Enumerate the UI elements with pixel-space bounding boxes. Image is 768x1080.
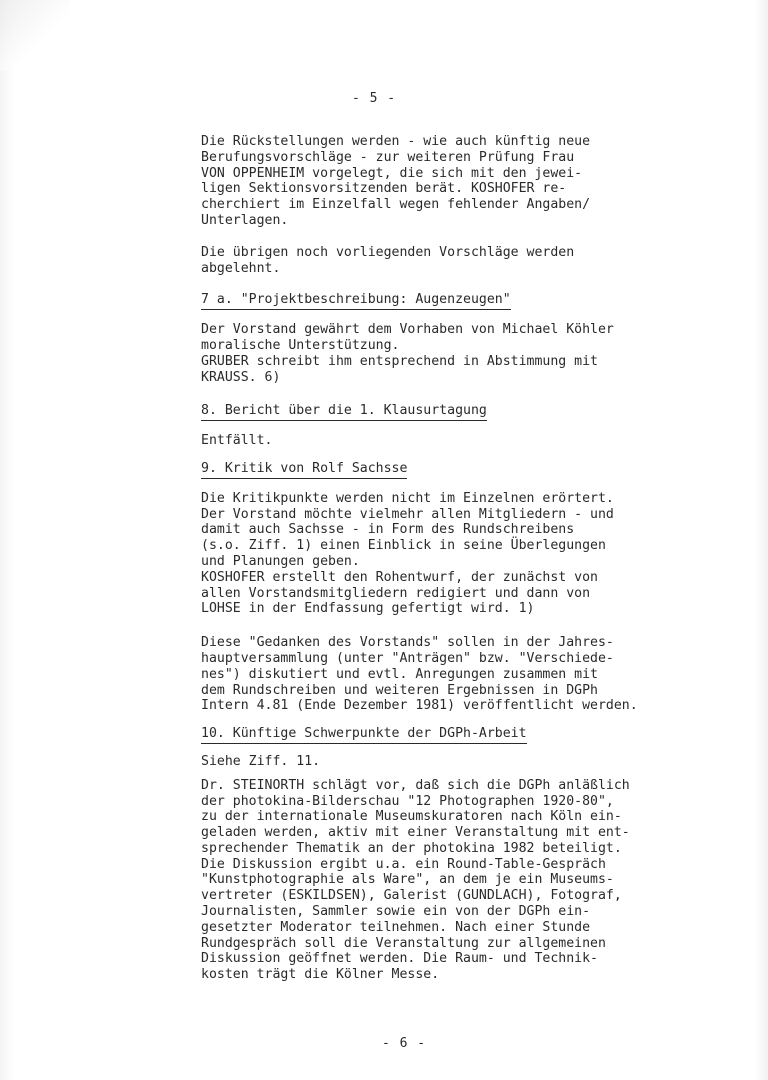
text-line: allen Vorstandsmitgliedern redigiert und dann von (201, 585, 591, 601)
paragraph (201, 635, 721, 714)
text-line: Unterlagen. (201, 212, 289, 228)
paragraph (201, 491, 721, 617)
text-line: Die Diskussion ergibt u.a. ein Round-Table-Gespräch (201, 856, 606, 872)
page-corner-shadow (0, 0, 70, 70)
text-line: Rundgespräch soll die Veranstaltung zur allgemeinen (201, 935, 606, 951)
text-line: geladen werden, aktiv mit einer Veranstaltung mit ent- (201, 825, 630, 841)
text-line: Die übrigen noch vorliegenden Vorschläge werden (201, 244, 575, 260)
text-line: Diskussion geöffnet werden. Die Raum- und Technik- (201, 951, 598, 967)
text-line: VON OPPENHEIM vorgelegt, die sich mit den jewei- (201, 165, 583, 181)
text-line: Die Kritikpunkte werden nicht im Einzelnen erörtert. (201, 490, 614, 506)
paragraph (201, 433, 721, 449)
section-heading (201, 726, 721, 744)
section-heading (201, 461, 721, 479)
text-line: Intern 4.81 (Ende Dezember 1981) veröffentlicht werden. (201, 698, 638, 714)
text-line: gesetzter Moderator teilnehmen. Nach einer Stunde (201, 919, 591, 935)
footer-page-number: - 6 - (382, 1036, 427, 1051)
paragraph (201, 778, 721, 983)
text-line: Dr. STEINORTH schlägt vor, daß sich die DGPh anläßlich (201, 777, 630, 793)
text-line: sprechender Thematik an der photokina 1982 beteiligt. (201, 840, 622, 856)
text-line: Journalisten, Sammler sowie ein von der DGPh ein- (201, 904, 591, 920)
document-body (201, 134, 721, 983)
text-line: GRUBER schreibt ihm entsprechend in Abstimmung mit (201, 353, 598, 369)
section-heading (201, 292, 721, 310)
section-heading-text: 7 a. "Projektbeschreibung: Augenzeugen" (201, 292, 511, 310)
text-line: kosten trägt die Kölner Messe. (201, 967, 440, 983)
text-line: (s.o. Ziff. 1) einen Einblick in seine Überlegungen (201, 538, 606, 554)
text-line: "Kunstphotographie als Ware", an dem je ein Museums- (201, 872, 614, 888)
paragraph (201, 322, 721, 385)
text-line: Der Vorstand möchte vielmehr allen Mitgliedern - und (201, 506, 614, 522)
text-line: hauptversammlung (unter "Anträgen" bzw. "Verschiede- (201, 650, 614, 666)
text-line: nes") diskutiert und evtl. Anregungen zusammen mit (201, 666, 598, 682)
paragraph (201, 245, 721, 277)
text-line: Diese "Gedanken des Vorstands" sollen in der Jahres- (201, 635, 614, 651)
text-line: Der Vorstand gewährt dem Vorhaben von Michael Köhler (201, 322, 614, 338)
text-line: Siehe Ziff. 11. (201, 753, 321, 769)
paragraph (201, 754, 721, 770)
section-heading-text: 8. Bericht über die 1. Klausurtagung (201, 403, 487, 421)
text-line: vertreter (ESKILDSEN), Galerist (GUNDLACH), Fotograf, (201, 888, 622, 904)
text-line: dem Rundschreiben und weiteren Ergebnissen in DGPh (201, 682, 598, 698)
text-line: KRAUSS. 6) (201, 369, 281, 385)
text-line: damit auch Sachsse - in Form des Rundschreibens (201, 522, 575, 538)
paragraph (201, 134, 721, 229)
text-line: Die Rückstellungen werden - wie auch künftig neue (201, 134, 591, 149)
section-heading-text: 9. Kritik von Rolf Sachsse (201, 461, 407, 479)
text-line: KOSHOFER erstellt den Rohentwurf, der zunächst von (201, 569, 598, 585)
text-line: moralische Unterstützung. (201, 337, 400, 353)
text-line: cherchiert im Einzelfall wegen fehlender Angaben/ (201, 197, 591, 213)
text-line: LOHSE in der Endfassung gefertigt wird. 1) (201, 601, 535, 617)
text-line: und Planungen geben. (201, 553, 360, 569)
text-line: Berufungsvorschläge - zur weiteren Prüfung Frau (201, 149, 575, 165)
section-heading (201, 403, 721, 421)
text-line: ligen Sektionsvorsitzenden berät. KOSHOFER re- (201, 181, 567, 197)
header-page-number: - 5 - (352, 91, 397, 106)
text-line: Entfällt. (201, 433, 273, 449)
section-heading-text: 10. Künftige Schwerpunkte der DGPh-Arbeit (201, 726, 527, 744)
text-line: der photokina-Bilderschau "12 Photographen 1920-80", (201, 793, 614, 809)
text-line: abgelehnt. (201, 260, 281, 276)
text-line: zu der internationale Museumskuratoren nach Köln ein- (201, 809, 622, 825)
